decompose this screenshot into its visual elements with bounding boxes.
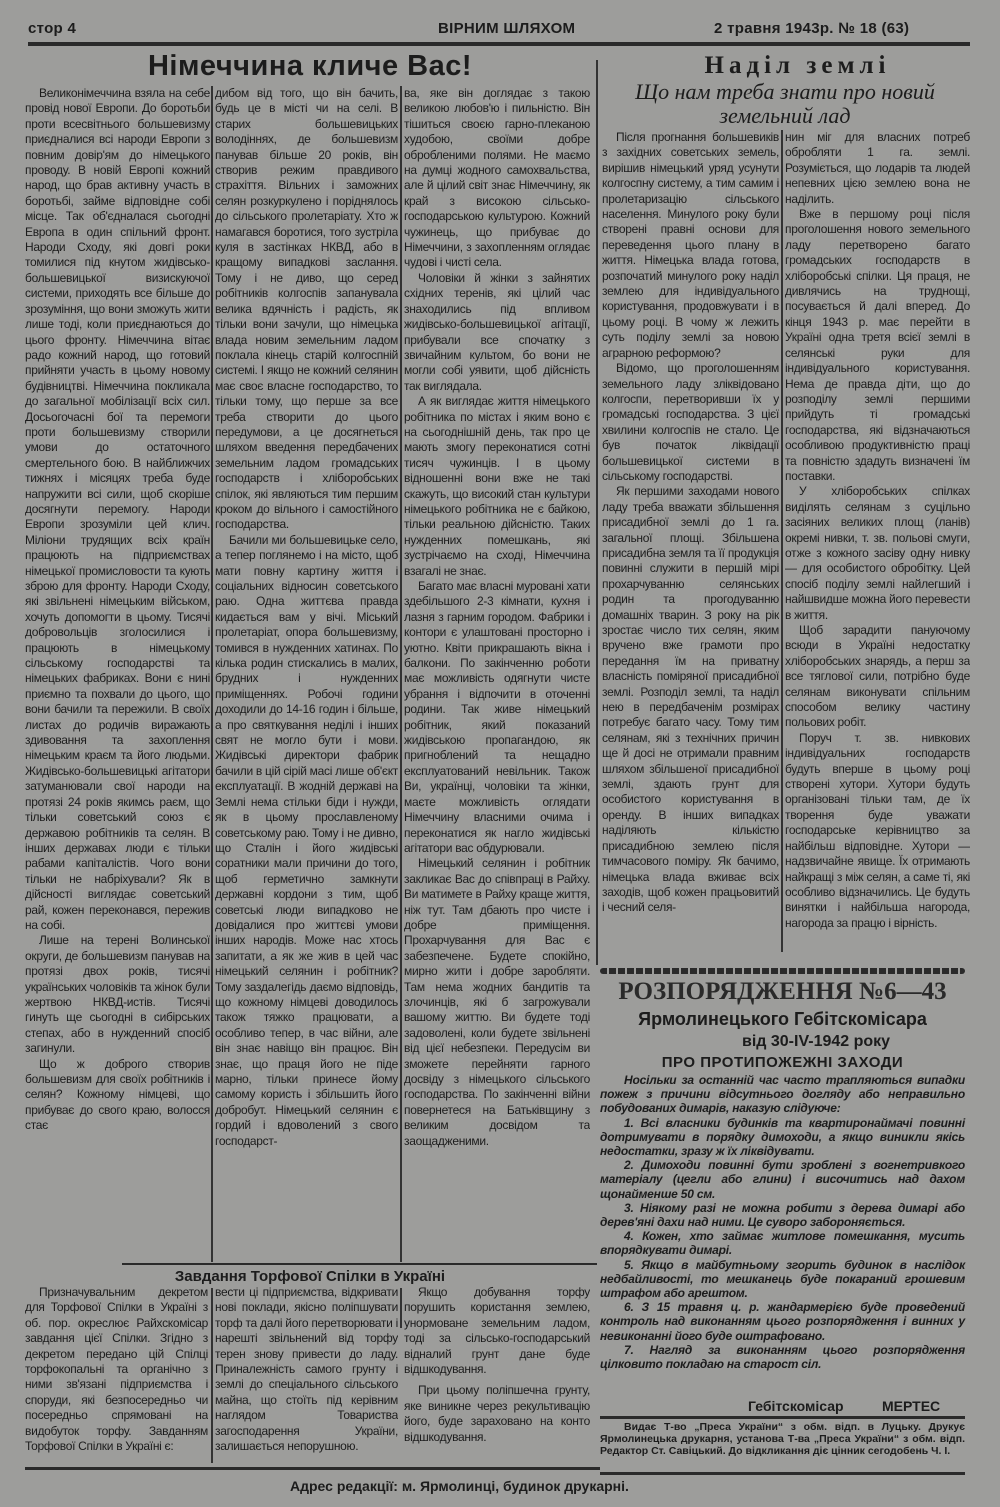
- right-article-subtitle: Що нам треба знати про новий земельний лад: [635, 79, 935, 128]
- decree-issuer: Ярмолинецького Гебітскомісара: [638, 1009, 927, 1029]
- decree-item: 3. Ніякому разі не можна робити з дерева димарі або дерев'яні дахи над ними. Це суворо забороняється.: [600, 1200, 965, 1230]
- paragraph: вести ці підприємства, відкривати нові поклади, якісно поліпшувати торф та далі його перетворювати і нарешті звільнений від торфу терен знову привести до ладу. Приналежність самого грунту і землі до спеціального сільського майна, що стоїть під керівним наглядом Товариства загосподарення України, залишається непорушною.: [215, 1285, 398, 1454]
- paragraph: А як виглядає життя німецького робітника по містах і яким воно є на сьогоднішній день, так про це мають змогу переконатися сотні тисяч чужинців. І в цьому відношенні вони вже не такі скажуть, що високий стан культури німецького робітника не є байкою, тільки реальною дійсністю. Таких нужденних помешкань, які зустрічаємо на сході, Німеччина взагалі не знає.: [404, 394, 590, 578]
- bottom-article-col3: [404, 1285, 590, 1465]
- decree-item: 1. Всі власники будинків та квартиронаймачі повинні дотримувати в порядку димоходи, а якщо виникли якісь недостатки, зразу ж їх ліквідувати.: [600, 1115, 965, 1159]
- decree-intro: Носільки за останній час часто трапляються випадки пожеж з причини відсутнього догляду або неправильно побудованих димарів, наказую слідуюче:: [600, 1073, 965, 1116]
- paragraph: При цьому поліпшечна грунту, яке виникне через рекультивацію його, буде зараховано на конто відшкодування.: [404, 1383, 590, 1444]
- column-divider: [211, 1288, 213, 1463]
- bottom-article-col2: [215, 1285, 398, 1465]
- column-divider: [400, 1288, 402, 1328]
- column-divider: [781, 130, 783, 952]
- page-number: стор 4: [28, 20, 77, 37]
- left-article-title: Німеччина кличе Вас!: [147, 50, 473, 82]
- imprint-bottom-rule: [600, 1472, 965, 1475]
- left-article-col3: [404, 86, 590, 1262]
- section-divider: [596, 60, 598, 965]
- decree-item: 5. Якщо в майбутньому згорить будинок в наслідок недбайливості, то мешканець буде покараний грошевим штрафом або арештом.: [600, 1257, 965, 1301]
- decree-signature-name: МЕРТЕС: [882, 1398, 941, 1414]
- paragraph: Що ж доброго створив большевизм для своїх робітників і селян? Кожному німцеві, що прибуває до свого краю, волосся стає: [25, 1056, 210, 1133]
- decree-item: 2. Димоходи повинні бути зроблені з вогнетривкого матеріалу (цегли або глини) і височитись над дахом щонайменше 50 см.: [600, 1158, 965, 1201]
- decree-subject: ПРО ПРОТИПОЖЕЖНІ ЗАХОДИ: [661, 1054, 904, 1071]
- header-rule: [28, 42, 970, 46]
- paragraph: Багато має власні муровані хати здебільшого 2-3 кімнати, кухня і лазня з гарним городом. Фабрики і контори є улаштовані просторно і уютно. Квіти прикрашають вікна і балкони. По закінченню роботи має можливість одягнути чисте убрання і відпочити в оточенні родини. Так живе німецький робітник, який показаний жидівською пропагандою, як пригноблений та нещадно експлуатований невільник. Також Ви, українці, чоловіки та жінки, маєте можливість оглядати Німеччину власними очима і переконатися як нагло жидівські агітатори вас обдурювали.: [404, 579, 590, 855]
- paragraph: дибом від того, що він бачить, будь це в місті чи на селі. В старих большевицьких володіннях, де большевизм панував більше 20 років, він створив режим правдивого страхіття. Вільних і заможних селян розкуркулено і поріднялось до сільського пролетаріату. Хто ж намагався боротися, того зустріла куля в застінках НКВД, або в кращому випадкові заслання. Тому і не диво, що серед робітників колгоспів запанувала велика вдячність і радість, як тільки вони зачули, що німецька влада новим земельним ладом поклала кінець старій колгоспній системі. І якщо не кожний селянин має своє власне господарство, то тільки тому, що перше за все треба створити до цього передумови, а це досягнеться шляхом введення передбачених земельним ладом громадських господарств і хліборобських спілок, які являються тим першим кроком до вільного і самостійного господарства.: [215, 86, 398, 532]
- paragraph: Після прогнання большевиків з західних советських земель, вирішив німецький уряд усунути колгоспну систему, а тим самим і пролетаризацію сільського населення. Минулого року були створені правні основи для переведення цього плану в життя. Німецька влада готова, розпочатий минулого року наділ землею для індивідуального користування, продовжувати і в цьому році. В чому ж лежить суть поділу землі за новою аграрною реформою?: [602, 130, 779, 360]
- paragraph: Німецький селянин і робітник закликає Вас до співпраці в Райху. Ви матимете в Райху краще життя, ніж тут. Там дбають про чисте і добре приміщення. Прохарчування для Вас є забезпечене. Будете спокійно, мирно жити і добре заробляти. Там нема жодних бандитів та злочинців, які б загрожували вашому життю. Ви будете тоді задоволені, коли будете звільнені від цієї небезпеки. Передусім ви зможете перейняти гарного досвіду з німецького сільського господарства. По закінченні війни повернетеся на Батьківщину з великим досвідом та заощадженими.: [404, 856, 590, 1148]
- imprint-rule: [600, 1416, 965, 1419]
- editorial-address: Адрес редакції: м. Ярмолинці, будинок друкарні.: [290, 1478, 629, 1494]
- paragraph: ва, яке він доглядає з такою великою любов'ю і пильністю. Він тішиться своєю гарно-плеканою худобою, своїми добре обробленими полями. Не маємо на думці жодного самохвальства, але й цілий світ знає Німеччину, як край з високою сільсько-господарською культурою. Кожний чужинець, що прибуває до Німеччини, з захопленням оглядає чудові і чисті села.: [404, 86, 590, 270]
- paragraph: Щоб зарадити пануючому всюди в Україні недостатку хліборобських знарядь, а перш за все тяглової сили, потрібно буде селянам виконувати спільним способом велику частину польових робіт.: [785, 623, 970, 730]
- paragraph: Призначувальним декретом для Торфової Спілки в Україні з об. пор. окреслює Райхскомісар завдання цієї Спілки. Згідно з декретом передано цій Спілці торфокопальні та органічно з ними зв'язані підприємства і споруди, які безпосередньо чи посередньо спрямовані на видобуток торфу. Завданням Торфової Спілки в Україні є:: [25, 1285, 208, 1454]
- left-article-col2: [215, 86, 398, 1262]
- right-article-title: Наділ землі: [704, 52, 891, 79]
- paragraph: нин міг для власних потреб обробляти 1 га. землі. Розуміється, що лодарів та людей непевних цією землею вона не наділить.: [785, 130, 970, 206]
- paragraph: Великонімеччина взяла на себе провід нової Европи. До боротьби проти всесвітнього большевизму приєдналися всі народи Европи з повним довір'ям до німецького проводу. В новій Европі кожний народ, що брав активну участь в боротьбі, займе відповідне собі місце. Так об'єдналася сьогодні Европа в один спільний фронт. Народи Сходу, які довгі роки томилися під кнутом жидівсько-большевицької визискуючої системи, приходять все більше до зрозуміння, що вони зможуть жити лише тоді, коли приєднаються до цього фронту. Німеччина вітає радо кожний народ, що готовий прийняти участь в цьому новому будівництві. Німеччина покликала до загальної мобілізації всіх сил. Досьогочасні бої та перемоги проти большевизму створили умови до остаточного смертельного бою. В найближчих тижнях і місяцях треба буде напружити всі сили, щоб скоріше досягнути перемогу. Народи Европи зрозуміли цей клич. Міліони трудящих всіх країн працюють на підприємствах німецької промисловости та кують зброю для фронту. Народи Сходу, які звільнені німецьким військом, хочуть допомогти в цьому. Тисячі добровольців зголосилися і працюють в німецькому сільському господарстві та німецьких фабриках. Вони є нині приємно та похвали до цього, що вони бачили та пережили. В своїх листах до родичів виражають здивовання та захоплення німецьким краєм та його людьми. Жидівсько-большевицькі агітатори затуманювали свої народи на протязі 24 років якимсь раєм, що тільки советський союз є державою робітників та селян. В інших державах люди є тільки рабами капіталістів. Чого вони тільки не набріхували? Як в дійсності виглядає советський рай, кожен переконався, пережив на собі.: [25, 86, 210, 932]
- imprint: Видає Т-во „Преса України“ з обм. відп. в Луцьку. Друкує Ярмолинецька друкарня, установа Т-ва „Преса України“ з обм. відп. Редактор Ст. Савіцький. До відкликання діє цінник сегодобень Ч. І.: [600, 1421, 965, 1457]
- column-divider: [400, 86, 402, 1262]
- bottom-rule: [25, 1467, 600, 1470]
- column-divider: [211, 86, 213, 1262]
- right-article-col1: [602, 130, 779, 952]
- paragraph: Чоловіки й жінки з зайнятих східних теренів, які цілий час знаходились під впливом жидівсько-большевицької агітації, прибували все спочатку з звичайним культом, бо вони не могли собі уявити, щоб дійсність так виглядала.: [404, 270, 590, 393]
- paragraph: У хліборобських спілках виділять селянам з суцільно засіяних великих площ (ланів) окремі нивки, т. зв. польові смуги, отже з кожного засіву одну нивку — для особистого обробітку. Цей спосіб поділу землі найлегший і найшвидше можна його перевести в життя.: [785, 484, 970, 622]
- decree-item: 4. Кожен, хто займає житлове помешкання, мусить впорядкувати димарі.: [600, 1229, 965, 1258]
- paragraph: Вже в першому році після проголошення нового земельного ладу перетворено багато громадських господарств в хліборобські спілки. Ця праця, не дивлячись на труднощі, посувається й далі вперед. До кінця 1943 р. має перейти в Україні одна третя всієї землі в селянські руки для індивідуального користування. Нема де правда діти, що до розподілу землі першими прийдуть ті громадські господарства, які відзначаються особливою продуктивністю праці та повністю здадуть визначені їм поставки.: [785, 207, 970, 483]
- bottom-article-top-rule: [122, 1263, 597, 1265]
- paragraph: Поруч т. зв. нивкових індивідуальних господарств будуть вперше в цьому році створені хутори. Хутори будуть організовані тільки там, де їх творення буде уважати господарське керівництво за найбільш відповідне. Хутори — надзвичайне явище. Їх отримають найкращі з між селян, а саме ті, які особливо відзначились. Це будуть винятки і найбільша нагорода, нагорода за працю і вірність.: [785, 730, 970, 930]
- decree-title: РОЗПОРЯДЖЕННЯ №6—43: [618, 978, 947, 1005]
- paragraph: Лише на терені Волинської округи, де большевизм панував на протязі двох років, тисячі українських чоловіків та жінок були жертвою НКВД-истів. Тисячі гинуть ще сьогодні в сибірських степах, або в нужденний спосіб загинули.: [25, 933, 210, 1056]
- newspaper-name: ВІРНИМ ШЛЯХОМ: [438, 20, 576, 37]
- right-article-col2: [785, 130, 970, 952]
- decree-item: 6. З 15 травня ц. р. жандармерією буде проведений контроль над виконанням цього розпорядження і винних у невиконанні його буде оштрафовано.: [600, 1300, 965, 1343]
- decree-date: від 30-IV-1942 року: [742, 1033, 891, 1050]
- paragraph: Відомо, що проголошенням земельного ладу зліквідовано колгоспи, перетворивши їх у громадські господарства. З цієї хвилини колгоспів не стало. Це був початок ліквідації большевицької системи в сільському господарстві.: [602, 361, 779, 483]
- decree-top-rule: [600, 968, 965, 974]
- paragraph: Бачили ми большевицьке село, а тепер поглянемо і на місто, щоб мати повну картину життя і соціальних відносин советського раю. Одна життєва правда кидається вам у вічі. Міський пролетаріат, опора большевизму, томився в нужденних хатинах. По кілька родин стискались в малих, брудних і нужденних приміщеннях. Робочі години доходили до 14-16 годин і більше, а про святкування неділі і інших свят не могло бути і мови. Жидівські директори фабрик бачили в цій сірій масі лише об'єкт експлуатації. В жодній державі на Землі нема стільки біди і нужди, як в цьому прославленому советському раю. Тому і не дивно, що Сталін і його жидівські соратники мали причини до того, щоб герметично замкнути державні кордони з тим, щоб советські люди випадково не довідалися про життєві умови інших народів. Може нас хтось запитати, а як же жив в цей час німецький селянин і робітник? Тому заздалегідь даємо відповідь, що кожному німцеві доводилось також тяжко працювати, а особливо тепер, в час війни, але він знає навіщо він працює. Він знає, що праця його не піде марно, тільки принесе йому самому користь і збільшить його добробут. Німецький селянин є гордий і вдоволений з свого господарст-: [215, 532, 398, 1148]
- decree-signature-title: Гебітскомісар: [748, 1398, 844, 1414]
- decree-body: [600, 1073, 965, 1397]
- bottom-article-col1: [25, 1285, 208, 1465]
- decree-item: 7. Нагляд за виконанням цього розпорядження цілковито покладаю на старост сіл.: [600, 1342, 965, 1372]
- left-article-col1: [25, 86, 210, 1262]
- paragraph: Як першими заходами нового ладу треба вважати збільшення присадибної землі до 1 га. загальної площі. Збільшена присадибна земля та її продукція повинні служити в першій мірі прохарчуванню селянських родин та прогодуванню домашніх тварин. З року на рік зростає число тих селян, яким вручено вже грамоти про передання їм на приватну власність поміряної присадибної землі. Розподіл землі, та наділ нею в передбаченім розмірах потребує багато часу. Тому тим селянам, які з технічних причин ще й досі не отримали правним шляхом збільшеної присадибної землі, здають грунт для особистого користування в оренду. В інших випадках наділяють кількістю присадибною землею після тимчасового поміру. Як бачимо, німецька влада вживає всіх заходів, щоб кожен працьовитий і чесний селя-: [602, 484, 779, 915]
- paragraph: Якщо добування торфу порушить користання землею, унормоване земельним ладом, тоді за сільсько-господарський відналий грунт дане буде відшкодування.: [404, 1285, 590, 1377]
- issue-info: 2 травня 1943р. № 18 (63): [714, 20, 910, 37]
- bottom-article-title: Завдання Торфової Спілки в Україні: [174, 1268, 446, 1285]
